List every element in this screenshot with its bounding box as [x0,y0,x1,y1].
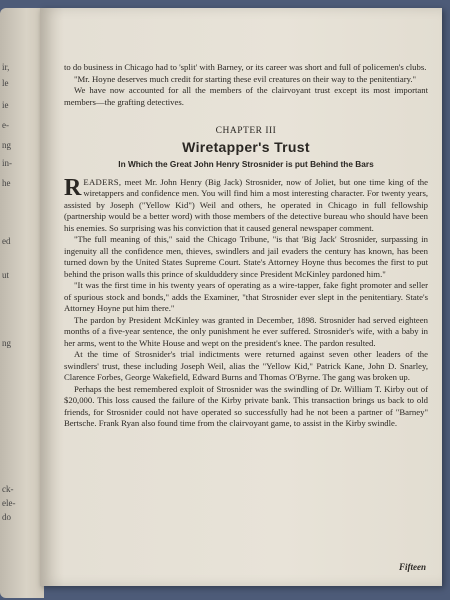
first-paragraph-text: meet Mr. John Henry (Big Jack) Strosnider, now of Joliet, but one time king of the wiretappers and confidence men. You will find him a most interesting character. For twenty years, assisted by Joseph ("Yellow Kid") Weil and others, he operated in Chicago in full fellowship (partnership would be a better word) with those members of the detective bureau who should have been his enemies. So surprising was his conviction that it caused general newspaper comment. [64,176,428,233]
paragraph: At the time of Strosnider's trial indictments were returned against seven other leaders of the swindlers' trust, these including Joseph Weil, alias the "Yellow Kid," Patrick Kane, John D. Snarley, Clarence Forbes, George Wakefield, Edward Burns and Thomas O'Byrne. The gang was broken up. [64,349,428,382]
previous-page-fragment: ir, [2,62,10,72]
previous-page-fragment: ck- [2,484,14,494]
drop-cap: R [64,174,82,201]
chapter-title: Wiretapper's Trust [182,138,310,155]
paragraph: The pardon by President McKinley was granted in December, 1898. Strosnider had served eighteen months of a five-year sentence, the only punishment he ever suffered. Strosnider's wife, with a baby in her arms, went to the White House and wept on the president's knee. The pardon resulted. [64,314,428,348]
paragraph: to do business in Chicago had to 'split' with Barney, or its career was short and full of policemen's clubs. [64,62,427,72]
previous-page-fragment: ie [2,100,9,110]
previous-page-fragment: ng [2,338,11,348]
paragraph: We have now accounted for all the members of the clairvoyant trust except its most important members—the grafting detectives. [64,85,428,107]
previous-page-fragment: in- [2,158,12,168]
paragraph: "The full meaning of this," said the Chicago Tribune, "is that 'Big Jack' Strosnider, surpassing in ingenuity all the confidence men, thieves, swindlers and jail evaders the century has known, has been turned down by the United States Supreme Court. State's Attorney Hoyne thus becomes the first to put behind the prison walls this prince of skulduddery since President McKinley pardoned him." [64,234,428,279]
previous-page-fragment: he [2,178,11,188]
previous-page-fragment: ele- [2,498,16,508]
book-page [40,8,442,586]
previous-page-fragment: ed [2,236,11,246]
previous-page-fragment: le [2,78,9,88]
page-text [64,62,428,430]
previous-page-edge [0,8,44,598]
previous-page-fragment: e- [2,120,9,130]
chapter-subtitle: In Which the Great John Henry Strosnider is put Behind the Bars [118,159,374,169]
previous-page-fragment: do [2,512,11,522]
paragraph: "Mr. Hoyne deserves much credit for starting these evil creatures on their way to the penitentiary." [74,73,417,84]
lead-word: EADERS, [83,176,122,187]
paragraph: "It was the first time in his twenty years of operating as a wire-tapper, fake fight promoter and seller of spurious stock and bonds," adds the Examiner, "that Strosnider ever slept in the penitentiary. State's Attorney Hoyne put him there." [64,280,428,313]
previous-page-fragment: ng [2,140,11,150]
previous-page-fragment: ut [2,270,10,280]
paragraph: Perhaps the best remembered exploit of Strosnider was the swindling of Dr. William T. Kirby out of $20,000. This loss caused the failure of the Kirby private bank. This transaction brings us back to old friends, for Strosnider could not have operated so successfully had he not been a partner of "Barney" Bertsche. Frank Ryan also found time from the clairvoyant game, to assist in the Kirby swindle. [64,383,428,428]
page-number: Fifteen [399,562,426,572]
first-paragraph [64,174,428,235]
chapter-number: CHAPTER III [215,126,277,136]
